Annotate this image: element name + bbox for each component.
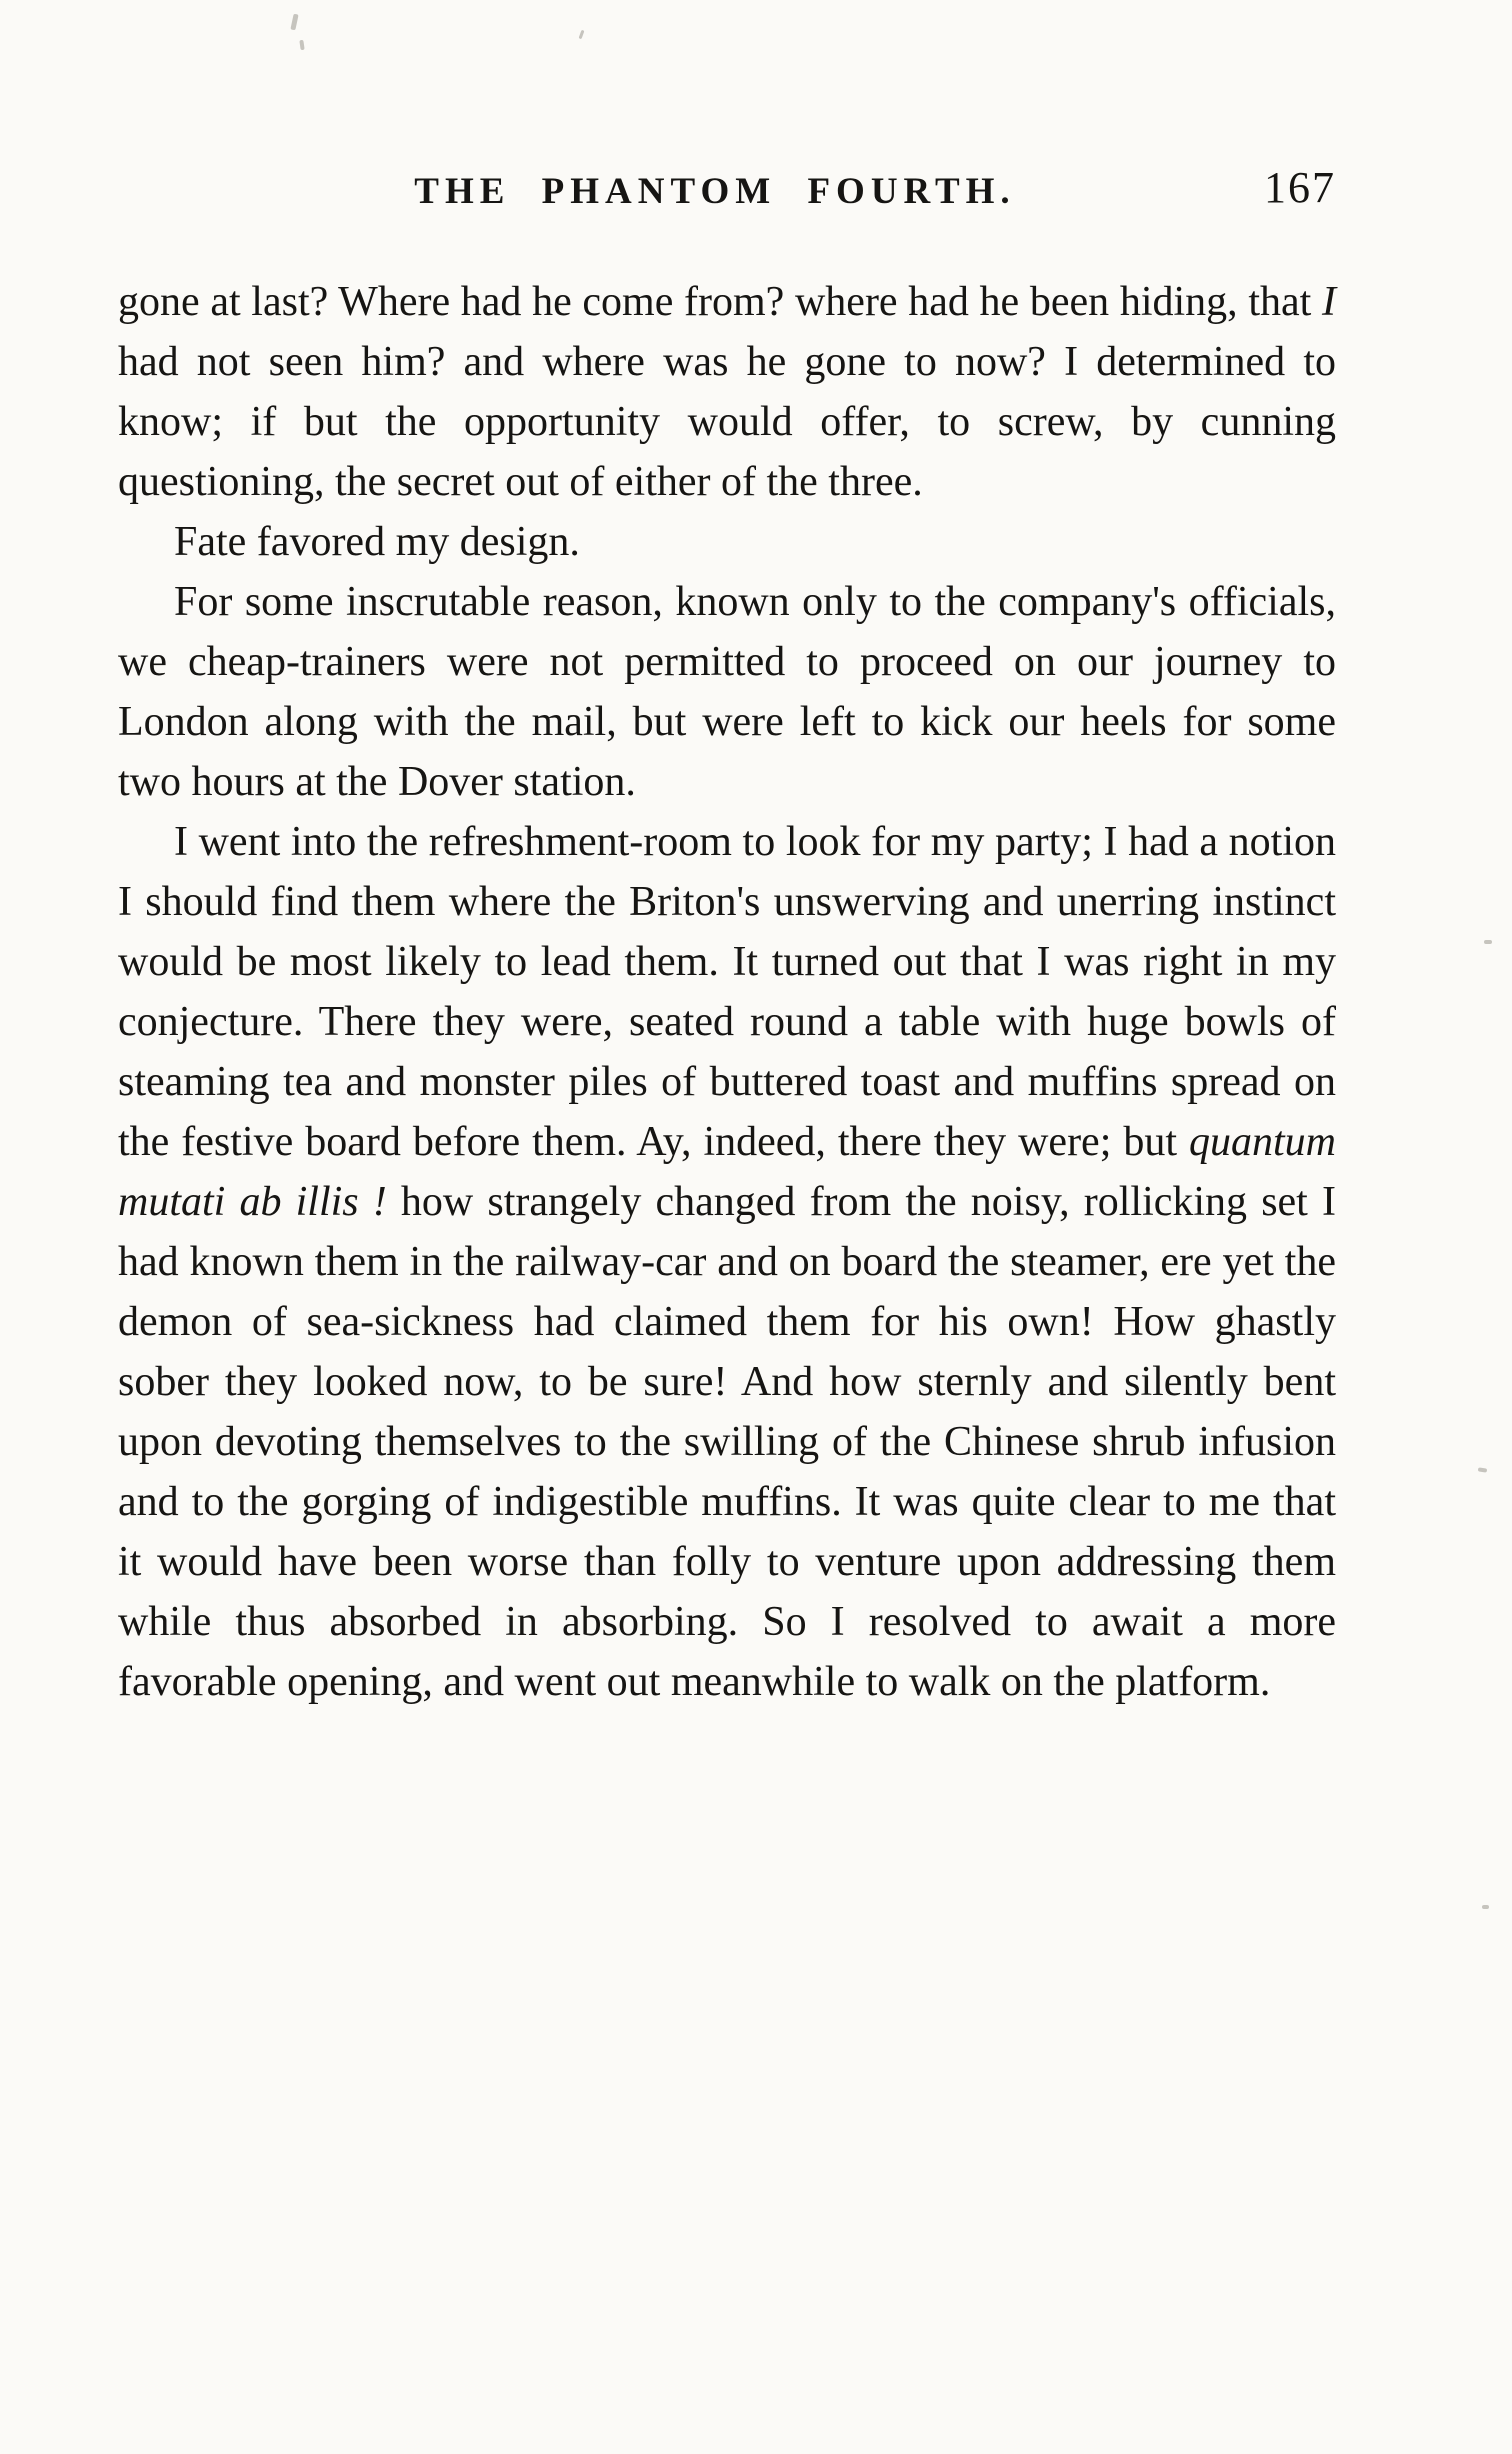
scan-artifact — [579, 30, 585, 39]
scan-artifact — [1482, 1905, 1489, 1909]
italic-text-run: quantum mutati ab illis ! — [118, 1119, 1336, 1225]
text-run: Fate favored my design. — [174, 519, 580, 565]
text-run: I went into the refreshment-room to look for my party; I had a notion I should find them where the Briton's unswerving and unerring instinct would be most likely to lead them. It turned out that I was right in my conjecture. There they were, seated round a table with huge bowls of steaming tea and monster piles of buttered toast and muffins spread on the festive board before them. Ay, indeed, there they were; but — [118, 819, 1336, 1165]
paragraph — [118, 272, 1336, 512]
paragraph — [118, 812, 1336, 1712]
scan-artifact — [1484, 940, 1492, 944]
text-block — [118, 272, 1336, 1712]
scan-artifact — [1478, 1467, 1487, 1472]
running-header — [118, 162, 1336, 226]
scan-artifact — [299, 40, 304, 50]
italic-text-run: I — [1322, 279, 1336, 325]
text-run: gone at last? Where had he come from? where had he been hiding, that — [118, 279, 1322, 325]
text-run: how strangely changed from the noisy, rollicking set I had known them in the railway-car and on board the steamer, ere yet the demon of sea-sickness had claimed them for his own! How ghastly sober they looked now, to be sure! And how sternly and silently bent upon devoting themselves to the swilling of the Chinese shrub infusion and to the gorging of indigestible muffins. It was quite clear to me that it would have been worse than folly to venture upon addressing them while thus absorbed in absorbing. So I resolved to await a more favorable opening, and went out meanwhile to walk on the platform. — [118, 1179, 1336, 1705]
text-run: had not seen him? and where was he gone to now? I determined to know; if but the opportunity would offer, to screw, by cunning questioning, the secret out of either of the three. — [118, 339, 1336, 505]
text-run: For some inscrutable reason, known only to the company's officials, we cheap-trainers were not permitted to proceed on our journey to London along with the mail, but were left to kick our heels for some two hours at the Dover station. — [118, 579, 1336, 805]
paragraph — [118, 512, 1336, 572]
chapter-title: THE PHANTOM FOURTH. — [414, 171, 1016, 212]
page-number: 167 — [1264, 163, 1336, 212]
paragraph — [118, 572, 1336, 812]
scan-artifact — [290, 14, 298, 31]
